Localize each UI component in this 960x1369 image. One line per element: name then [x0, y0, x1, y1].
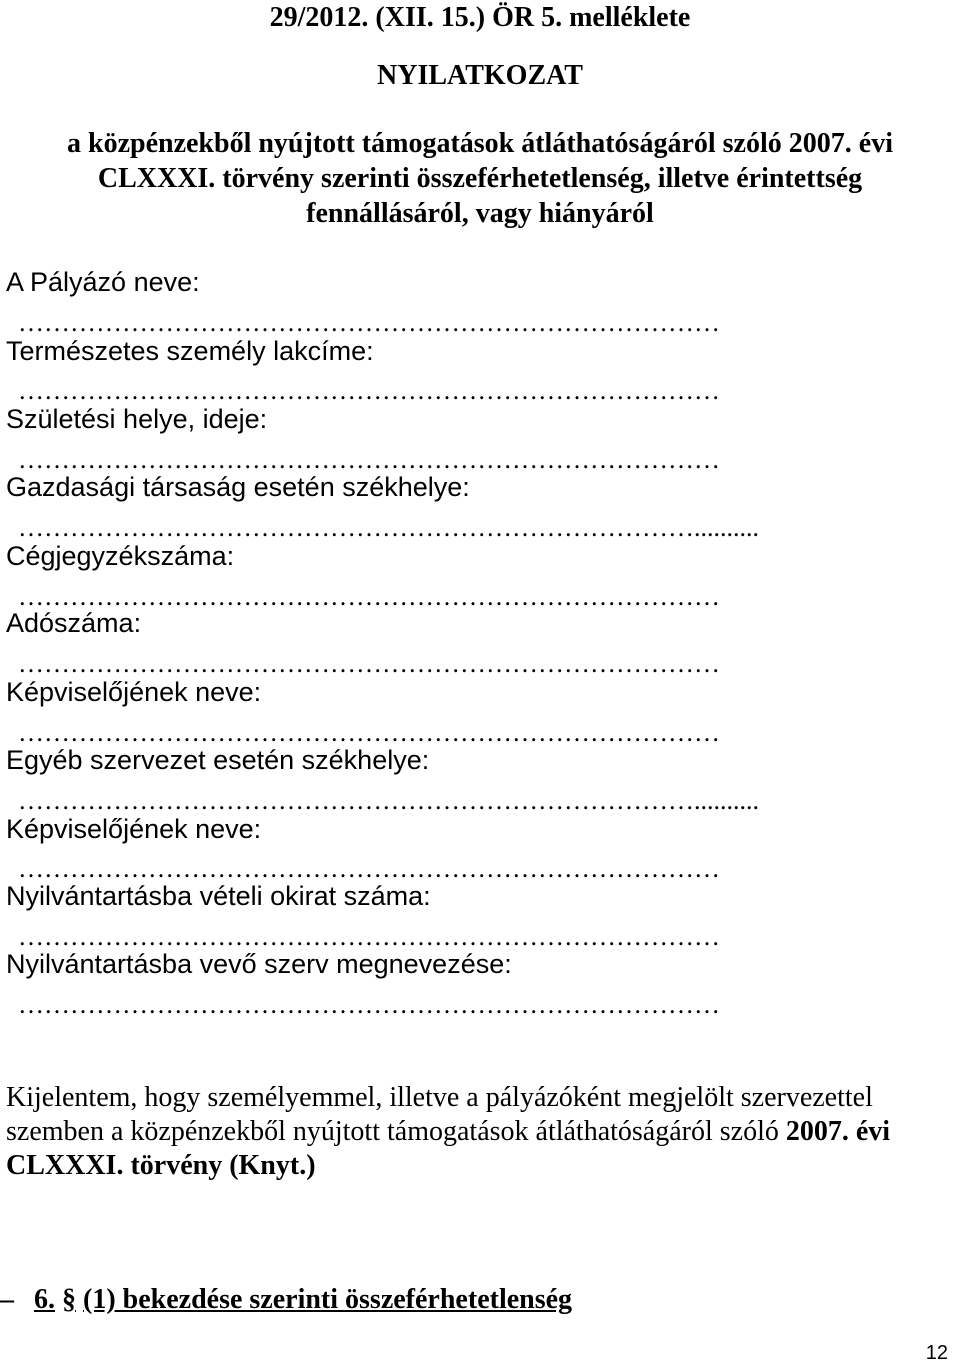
field-fill-tax-number[interactable]: ………………………………………………………………………: [18, 649, 720, 678]
field-label-company-seat: Gazdasági társaság esetén székhelye:: [6, 472, 470, 502]
field-fill-address[interactable]: ………………………………………………………………………: [18, 376, 720, 405]
subtitle-line-2: CLXXXI. törvény szerinti összeférhetetlenség, illetve érintettség: [97, 163, 863, 194]
document-subtitle: [30, 126, 930, 231]
declaration-line-1: Kijelentem, hogy személyemmel, illetve a pályázóként megjelölt szervezettel: [6, 1082, 873, 1113]
field-fill-registering-body[interactable]: ………………………………………………………………………: [18, 990, 720, 1019]
subtitle-line-3: fennállásáról, vagy hiányáról: [306, 198, 654, 229]
field-label-other-org-seat: Egyéb szervezet esetén székhelye:: [6, 745, 430, 775]
field-fill-representative-name[interactable]: ………………………………………………………………………: [18, 718, 720, 747]
subtitle-line-1: a közpénzekből nyújtott támogatások átláthatóságáról szóló 2007. évi: [67, 128, 893, 159]
field-fill-company-reg-number[interactable]: ………………………………………………………………………: [18, 582, 720, 611]
field-fill-other-representative-name[interactable]: ………………………………………………………………………: [18, 854, 720, 883]
field-fill-company-seat[interactable]: ……………………………………………………………………..........: [18, 513, 759, 542]
section-paragraph-sign: §: [62, 1284, 76, 1315]
document-title: NYILATKOZAT: [377, 60, 583, 91]
field-fill-registration-doc-number[interactable]: ………………………………………………………………………: [18, 922, 720, 951]
section-number: 6.: [34, 1284, 55, 1315]
declaration-line-2-text: szemben a közpénzekből nyújtott támogatások átláthatóságáról szóló: [6, 1116, 786, 1147]
declaration-line-3: CLXXXI. törvény (Knyt.): [6, 1150, 316, 1181]
declaration-paragraph: [6, 1081, 946, 1183]
declaration-line-2: [6, 1115, 946, 1149]
field-fill-birth[interactable]: ………………………………………………………………………: [18, 445, 720, 474]
field-fill-other-org-seat[interactable]: ……………………………………………………………………..........: [18, 786, 759, 815]
section-heading: [0, 1284, 572, 1316]
page-number: 12: [925, 1342, 948, 1364]
field-label-registration-doc-number: Nyilvántartásba vételi okirat száma:: [6, 881, 431, 911]
field-label-other-representative-name: Képviselőjének neve:: [6, 814, 262, 844]
field-label-tax-number: Adószáma:: [6, 608, 142, 638]
declaration-line-2-bold: 2007. évi: [785, 1116, 891, 1147]
field-fill-applicant-name[interactable]: ………………………………………………………………………: [18, 308, 720, 337]
section-dash: –: [0, 1284, 14, 1315]
field-label-address: Természetes személy lakcíme:: [6, 336, 374, 366]
field-label-birth: Születési helye, ideje:: [6, 404, 268, 434]
field-label-applicant-name: A Pályázó neve:: [6, 267, 200, 297]
field-label-company-reg-number: Cégjegyzékszáma:: [6, 541, 235, 571]
field-label-registering-body: Nyilvántartásba vevő szerv megnevezése:: [6, 949, 512, 979]
annex-heading: 29/2012. (XII. 15.) ÖR 5. melléklete: [269, 2, 691, 33]
field-label-representative-name: Képviselőjének neve:: [6, 677, 262, 707]
section-text: (1) bekezdése szerinti összeférhetetlenség: [83, 1284, 573, 1315]
